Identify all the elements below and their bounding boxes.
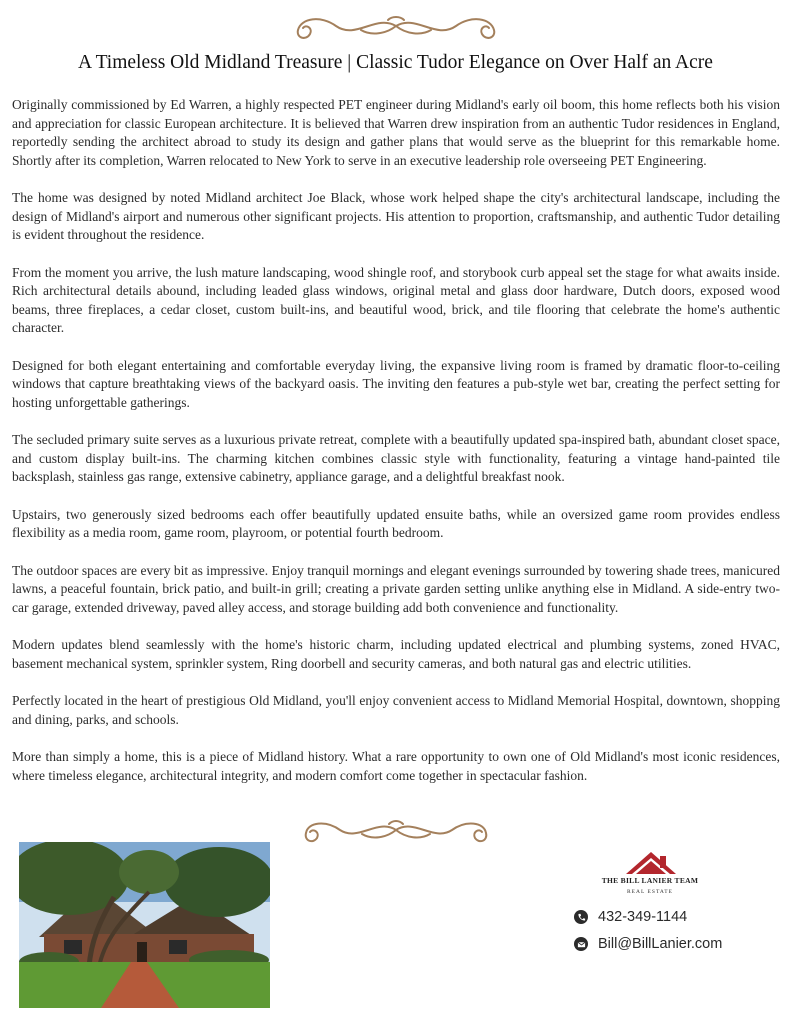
top-flourish-ornament bbox=[276, 6, 516, 46]
paragraph-closing: More than simply a home, this is a piece of Midland history. What a rare opportunity to own one of Old Midland's most iconic residences, where timeless elegance, architectural integrity, and modern comfort come together in spectacular fashion. bbox=[12, 749, 780, 783]
page-title: A Timeless Old Midland Treasure | Classic Tudor Elegance on Over Half an Acre bbox=[78, 52, 713, 73]
paragraph-updates: Modern updates blend seamlessly with the home's historic charm, including updated electrical and plumbing systems, zoned HVAC, basement mechanical system, sprinkler system, Ring doorbell and security cameras, and both natural gas and electric utilities. bbox=[12, 637, 780, 671]
listing-description bbox=[12, 96, 780, 804]
phone-contact[interactable] bbox=[574, 907, 774, 927]
paragraph-architect: The home was designed by noted Midland architect Joe Black, whose work helped shape the city's architectural landscape, including the design of Midland's airport and numerous other significant projects. His attention to proportion, craftsmanship, and authentic Tudor detailing is evident throughout the residence. bbox=[12, 190, 780, 242]
brand-tagline: REAL ESTATE bbox=[627, 889, 673, 895]
paragraph-primary-suite: The secluded primary suite serves as a luxurious private retreat, complete with a beautifully updated spa-inspired bath, abundant closet space, and custom display built-ins. The charming kitchen combines classic style with functionality, featuring a vintage hand-painted tile backsplash, stainless gas range, extensive cabinetry, appliance garage, and a delightful breakfast nook. bbox=[12, 432, 780, 484]
brand-name: THE BILL LANIER TEAM bbox=[601, 876, 699, 885]
paragraph-upstairs: Upstairs, two generously sized bedrooms each offer beautifully updated ensuite baths, while an oversized game room provides endless flexibility as a media room, game room, playroom, or potential fourth bedroom. bbox=[12, 506, 780, 540]
bottom-flourish-ornament bbox=[286, 812, 506, 848]
phone-number[interactable]: 432-349-1144 bbox=[598, 909, 688, 925]
house-photo bbox=[19, 842, 270, 1008]
email-address[interactable]: Bill@BillLanier.com bbox=[598, 936, 723, 952]
paragraph-living: Designed for both elegant entertaining and comfortable everyday living, the expansive living room is framed by dramatic floor-to-ceiling windows that capture breathtaking views of the backyard oasis. The inviting den features a pub-style wet bar, creating the perfect setting for hosting unforgettable gatherings. bbox=[12, 357, 780, 410]
paragraph-outdoor: The outdoor spaces are every bit as impressive. Enjoy tranquil mornings and elegant evenings surrounded by towering shade trees, manicured lawns, a peaceful fountain, brick patio, and built-in grill; creating a private garden setting unlike anything else in Midland. A side-entry two-car garage, extended driveway, paved alley access, and storage building add both convenience and functionality. bbox=[12, 562, 780, 615]
paragraph-history: Originally commissioned by Ed Warren, a highly respected PET engineer during Midland's early oil boom, this home reflects both his vision and appreciation for classic European architecture. It is believed that Warren drew inspiration from an authentic Tudor residences in England, reportedly sending the architect abroad to study its design and gather plans that would serve as the blueprint for this remarkable home. Shortly after its completion, Warren relocated to New York to serve in an executive leadership role overseeing PET Engineering. bbox=[12, 97, 780, 168]
phone-icon bbox=[574, 910, 588, 924]
paragraph-details: From the moment you arrive, the lush mature landscaping, wood shingle roof, and storybook curb appeal set the stage for what awaits inside. Rich architectural details abound, including leaded glass windows, original metal and glass door hardware, Dutch doors, exposed wood beams, three fireplaces, a cedar closet, custom built-ins, and beautiful wood, brick, and tile flooring that celebrate the home's authentic character. bbox=[12, 264, 780, 335]
paragraph-location: Perfectly located in the heart of prestigious Old Midland, you'll enjoy convenient access to Midland Memorial Hospital, downtown, shopping and dining, parks, and schools. bbox=[12, 693, 780, 727]
email-contact[interactable] bbox=[574, 934, 774, 954]
mail-icon bbox=[574, 937, 588, 951]
